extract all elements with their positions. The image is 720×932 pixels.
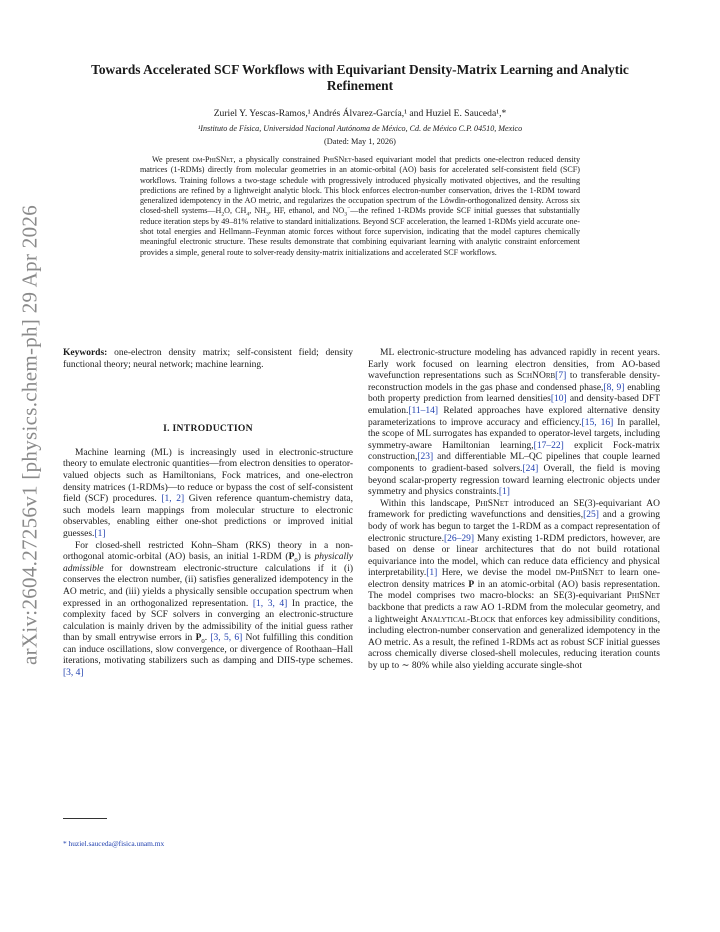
intro-paragraph-3: ML electronic-structure modeling has advanced rapidly in recent years. Early work focused on learning electron densities, from AO-based wavefunction representations such as SchNOrb[7] to transferable density-reconstruction models in the gas phase and condensed phase,[8, 9] enabling both property prediction from learned densities[10] and density-based DFT emulation.[11–14] Related approaches have explored alternative density parameterizations to improve accuracy and efficiency.[15, 16] In parallel, the scope of ML surrogates has expanded to operator-level targets, including symmetry-aware Hamiltonian learning,[17–22] explicit Fock-matrix construction,[23] and differentiable ML–QC pipelines that couple learned components to gradient-based solvers.[24] Overall, the field is moving beyond scalar-property regression toward learning electronic objects under symmetry and physics constraints.[1] <box>368 348 661 498</box>
abstract: We present dm-PhiSNet, a physically constrained PhiSNet-based equivariant model that predicts one-electron reduced density matrices (1-RDMs) directly from molecular geometries in an atomic-orbital (AO) basis for accelerated self-consistent field (SCF) workflows. Training follows a two-stage schedule with progressively introduced physically motivated objectives, and the resulting predictions are refined by a lightweight analytic block. This block enforces electron-number conservation, drives the 1-RDM toward generalized idempotency in the AO metric, and regularizes the occupation spectrum of the Löwdin-orthogonalized density. Across six closed-shell $systems—H_2O$, $CH_4$, $NH_3$, HF, ethanol, and $NO_3^-—the$ refined 1-RDMs provide SCF initial guesses that substantially reduce iteration steps by 49–81% relative to standard initializations. Beyond SCF acceleration, the learned 1-RDMs yield accurate one-shot total energies and Hellmann–Feynman atomic forces without force supervision, indicating that the model captures chemically meaningful electronic structure. These results demonstrate that combining equivariant learning with analytic constraint enforcement provides a simple, general route to solver-ready density-matrix initializations and accelerated SCF workflows. <box>140 155 580 257</box>
arxiv-identifier <box>10 205 50 665</box>
model-name: PhiSNet <box>323 155 352 164</box>
citation-link[interactable]: [15, 16] <box>581 417 614 428</box>
citation-link[interactable]: [10] <box>550 394 567 405</box>
arxiv-identifier-text: arXiv:2604.27256v1 [physics.chem-ph] 29 Apr 2026 <box>17 204 42 666</box>
citation-link[interactable]: [7] <box>555 371 567 382</box>
model-name: dm-PhiSNet <box>192 155 234 164</box>
citation-link[interactable]: [23] <box>417 452 434 463</box>
date-line: (Dated: May 1, 2026) <box>324 137 396 146</box>
left-column <box>63 348 353 680</box>
intro-paragraph-1: Machine learning (ML) is increasingly used in electronic-structure theory to emulate electronic quantities—from electron densities to operator-valued objects such as Hamiltonians, Fock matrices, and one-electron density matrices (1-RDMs)—to reduce or bypass the cost of self-consistent field (SCF) procedures. [1, 2] Given reference quantum-chemistry data, such models learn mappings from molecular structure to electronic observables, enabling either one-shot predictions or improved initial guesses.[1] <box>63 447 353 539</box>
citation-link[interactable]: [11–14] <box>408 405 439 416</box>
keywords: Keywords: one-electron density matrix; self-consistent field; density functional theory; neural network; machine learning. <box>63 348 353 370</box>
paper-title: Towards Accelerated SCF Workflows with Equivariant Density-Matrix Learning and Analytic Refinement <box>91 62 629 93</box>
citation-link[interactable]: [1] <box>498 487 510 498</box>
citation-link[interactable]: [1, 2] <box>161 494 185 505</box>
intro-paragraph-2: For closed-shell restricted Kohn–Sham (RKS) theory in a non-orthogonal atomic-orbital (AO) basis, an initial 1-RDM $(P_0)$ is physically admissible for downstream electronic-structure calculations if it (i) conserves the electron number, (ii) satisfies generalized idempotency in the AO metric, and (iii) yields a physically sensible occupation spectrum when expressed in an orthogonalized representation. [1, 3, 4] In practice, the complexity faced by SCF solvers in converging an electronic-structure calculation is mainly driven by the admissibility of the initial guess rather than by small entrywise errors in $P_0$. [3, 5, 6] Not fulfilling this condition can induce oscillations, slow convergence, or divergence of Roothaan–Hall iterations, motivating stabilizers such as damping and DIIS-type schemes.[3, 4] <box>63 540 354 679</box>
author-list: Zuriel Y. Yescas-Ramos,¹ Andrés Álvarez-García,¹ and Huziel E. Sauceda¹,* <box>213 108 507 119</box>
citation-link[interactable]: [26–29] <box>443 533 475 544</box>
keywords-label: Keywords: <box>63 348 108 358</box>
affiliation: ¹Instituto de Física, Universidad Nacional Autónoma de México, Cd. de México C.P. 04510, Mexico <box>197 124 523 133</box>
section-heading: I. INTRODUCTION <box>163 423 253 435</box>
intro-paragraph-4: Within this landscape, PhiSNet introduced an SE(3)-equivariant AO framework for predicting wavefunctions and densities,[25] and a growing body of work has begun to target the 1-RDM as a compact representation of electronic structure.[26–29] Many existing 1-RDM predictors, however, are based on dense or linear architectures that do not build rotational equivariance into the model, which can reduce data efficiency and physical interpretability.[1] Here, we devise the model dm-PhiSNet to learn one-electron density matrices P in an atomic-orbital (AO) basis representation. The model comprises two macro-blocks: an SE(3)-equivariant PhiSNet backbone that predicts a raw AO 1-RDM from the molecular geometry, and a lightweight Analytical-Block that enforces key admissibility conditions, including electron-number conservation and generalized idempotency in the AO metric. As a result, the refined 1-RDMs act as robust SCF initial guesses across chemically diverse closed-shell molecules, reducing iteration counts by up to ∼ 80% while also yielding accurate single-shot <box>368 498 661 672</box>
citation-link[interactable]: [17–22] <box>533 440 564 451</box>
citation-link[interactable]: [8, 9] <box>603 382 625 393</box>
footnote-divider <box>63 818 107 819</box>
citation-link[interactable]: [25] <box>583 510 599 521</box>
citation-link[interactable]: [24] <box>522 463 539 474</box>
citation-link[interactable]: [1] <box>94 528 106 539</box>
right-column <box>368 348 660 673</box>
citation-link[interactable]: [3, 4] <box>63 668 84 679</box>
citation-link[interactable]: [1, 3, 4] <box>252 598 288 609</box>
corresponding-email[interactable]: * huziel.sauceda@fisica.unam.mx <box>63 839 165 848</box>
citation-link[interactable]: [3, 5, 6] <box>210 633 243 644</box>
citation-link[interactable]: [1] <box>426 568 438 579</box>
